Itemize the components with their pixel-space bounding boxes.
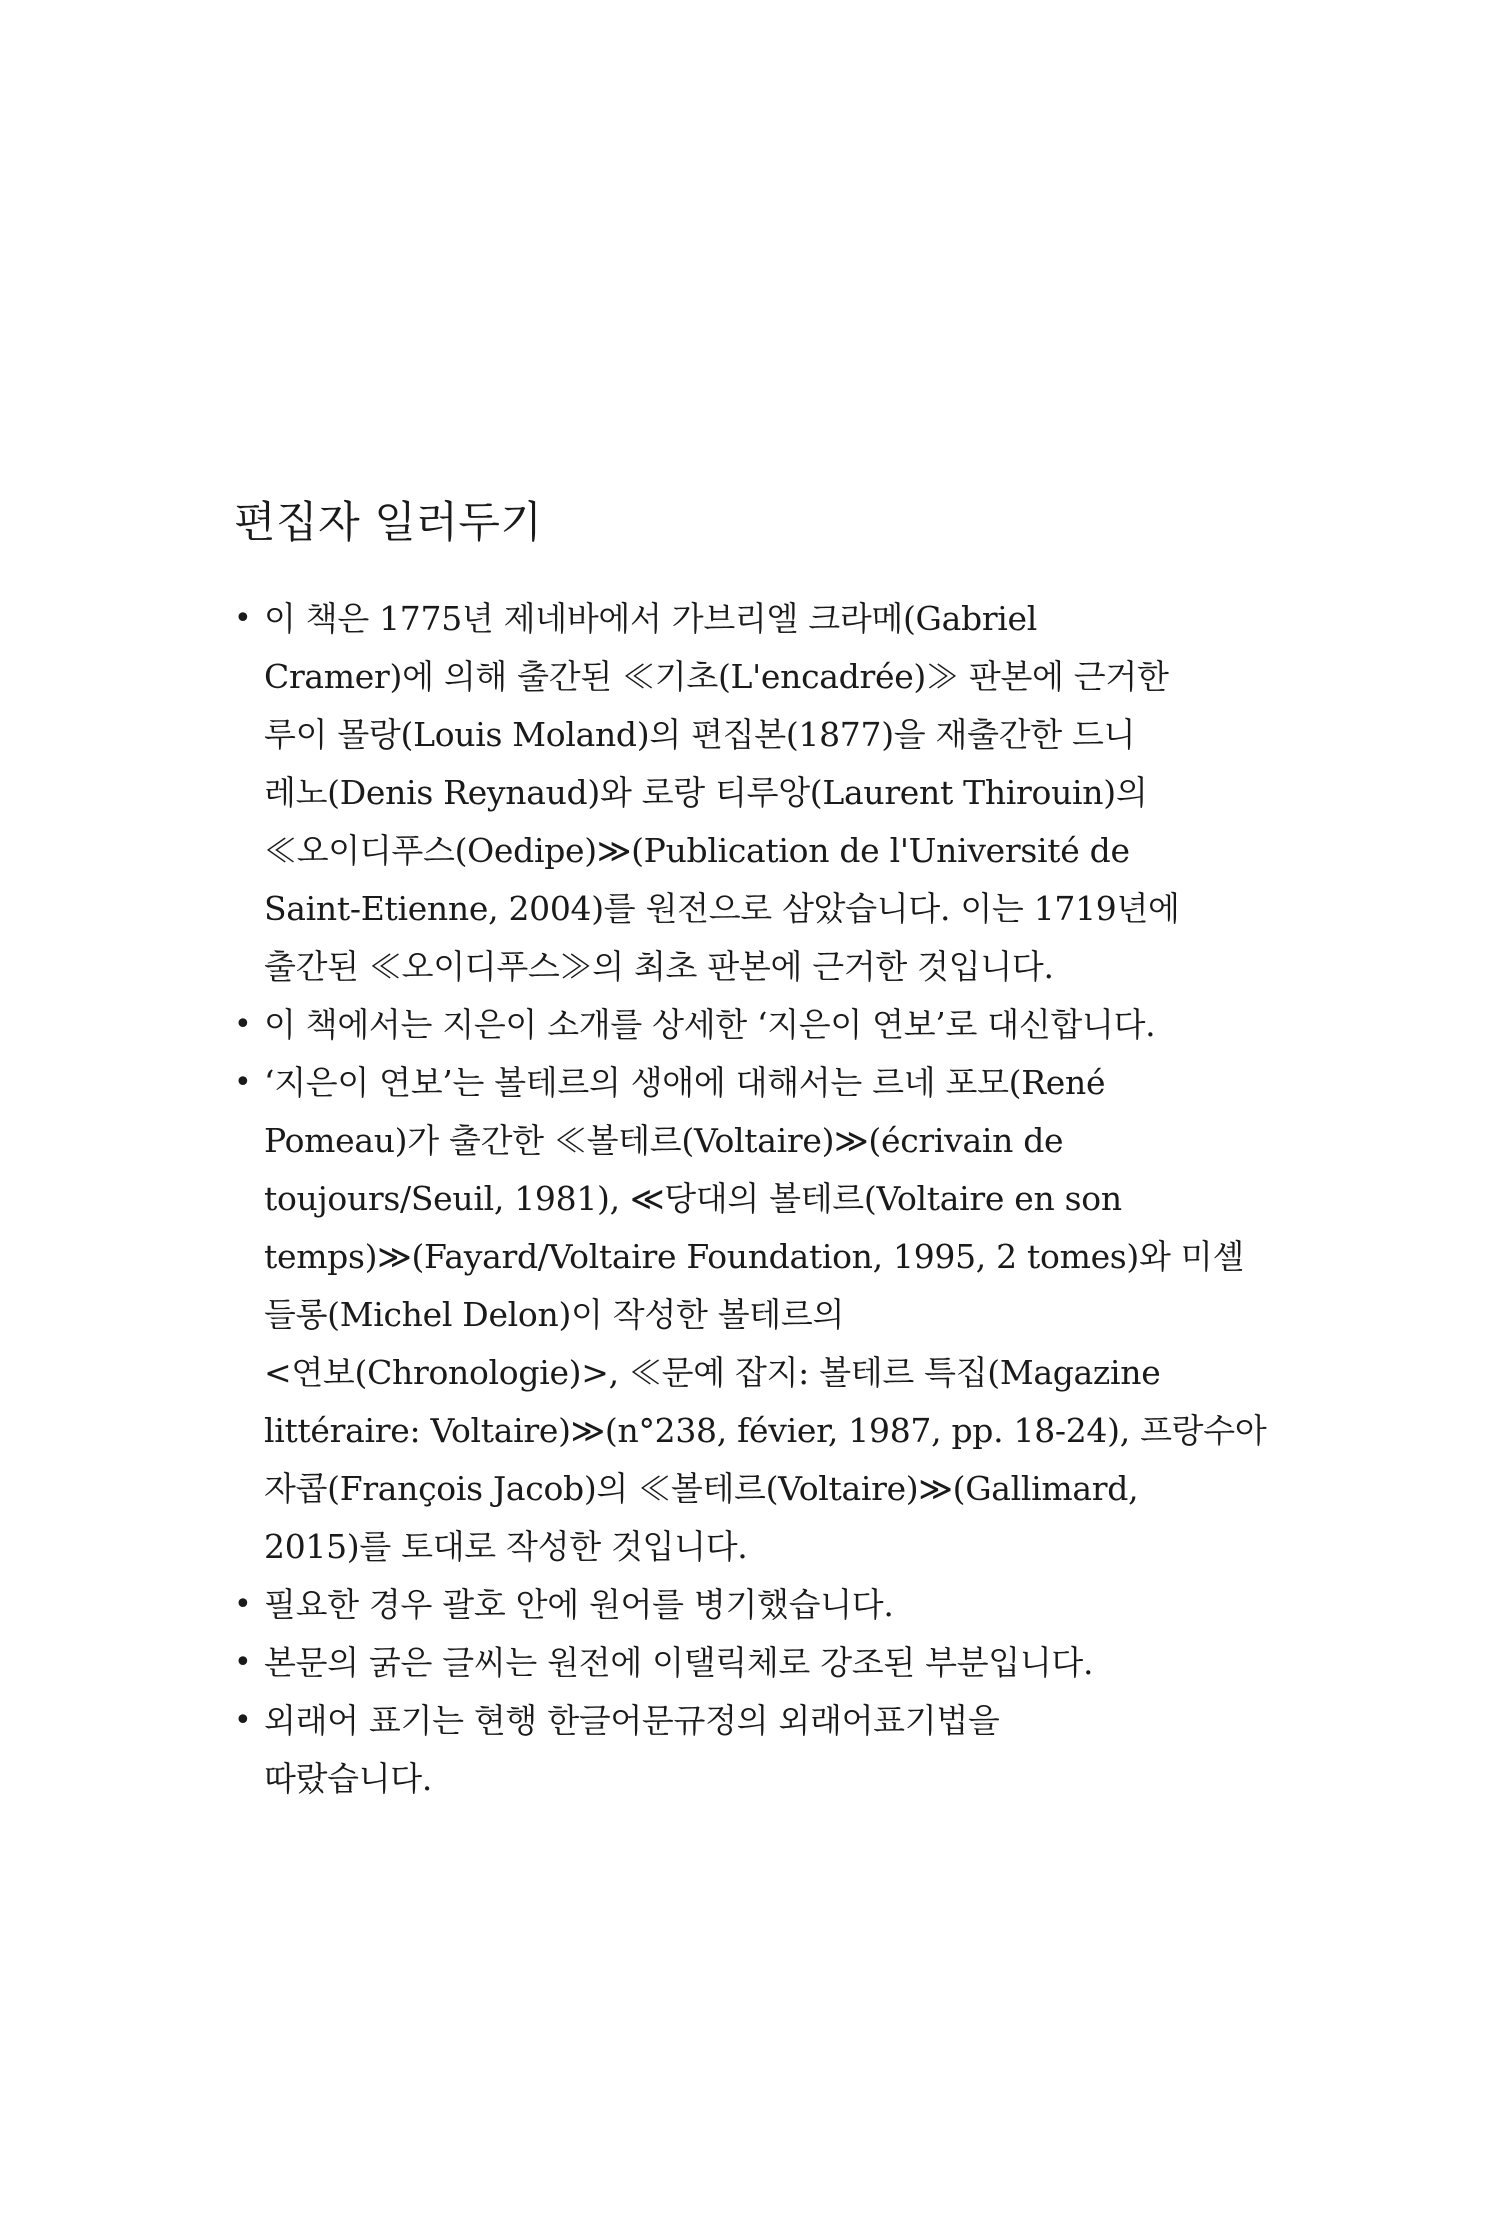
note-line: 외래어 표기는 현행 한글어문규정의 외래어표기법을 [264,1701,1000,1740]
note-line: <연보(Chronologie)>, ≪문예 잡지: 볼테르 특집(Magazine [264,1353,1161,1392]
bullet-marker: • [234,1645,252,1680]
bullet-marker: • [234,1007,252,1042]
bullet-marker: • [234,1703,252,1738]
note-line: 이 책에서는 지은이 소개를 상세한 ‘지은이 연보’로 대신합니다. [264,1005,1156,1044]
note-line: Saint-Etienne, 2004)를 원전으로 삼았습니다. 이는 1719년에 [264,889,1180,928]
note-line: toujours/Seuil, 1981), ≪당대의 볼테르(Voltaire en son [264,1179,1122,1218]
note-line: 출간된 ≪오이디푸스≫의 최초 판본에 근거한 것입니다. [264,947,1054,986]
bullet-marker: • [234,1587,252,1622]
note-item [234,996,1294,1054]
note-line: Cramer)에 의해 출간된 ≪기초(L'encadrée)≫ 판본에 근거한 [264,657,1169,696]
note-item [234,1054,1294,1576]
editor-notes-list [234,590,1294,1808]
page-title: 편집자 일러두기 [234,498,543,548]
bullet-marker: • [234,601,252,636]
note-line: 이 책은 1775년 제네바에서 가브리엘 크라메(Gabriel [264,599,1038,638]
note-line: 들롱(Michel Delon)이 작성한 볼테르의 [264,1295,845,1334]
note-line: 루이 몰랑(Louis Moland)의 편집본(1877)을 재출간한 드니 [264,715,1136,754]
note-line: 레노(Denis Reynaud)와 로랑 티루앙(Laurent Thirouin)의 [264,773,1148,812]
bullet-marker: • [234,1065,252,1100]
note-line: ‘지은이 연보’는 볼테르의 생애에 대해서는 르네 포모(René [264,1063,1106,1102]
note-item [234,1634,1294,1692]
note-line: littéraire: Voltaire)≫(n°238, févier, 1987, pp. 18-24), 프랑수아 [264,1411,1267,1450]
note-line: 2015)를 토대로 작성한 것입니다. [264,1527,748,1566]
note-line: temps)≫(Fayard/Voltaire Foundation, 1995, 2 tomes)와 미셸 [264,1237,1244,1276]
note-line: Pomeau)가 출간한 ≪볼테르(Voltaire)≫(écrivain de [264,1121,1064,1160]
note-item [234,1692,1294,1808]
note-line: ≪오이디푸스(Oedipe)≫(Publication de l'Université de [264,831,1130,870]
note-item [234,1576,1294,1634]
note-item [234,590,1294,996]
note-line: 본문의 굵은 글씨는 원전에 이탤릭체로 강조된 부분입니다. [264,1643,1094,1682]
note-line: 자콥(François Jacob)의 ≪볼테르(Voltaire)≫(Gallimard, [264,1469,1139,1508]
note-line: 필요한 경우 괄호 안에 원어를 병기했습니다. [264,1585,894,1624]
note-line: 따랐습니다. [264,1759,433,1798]
